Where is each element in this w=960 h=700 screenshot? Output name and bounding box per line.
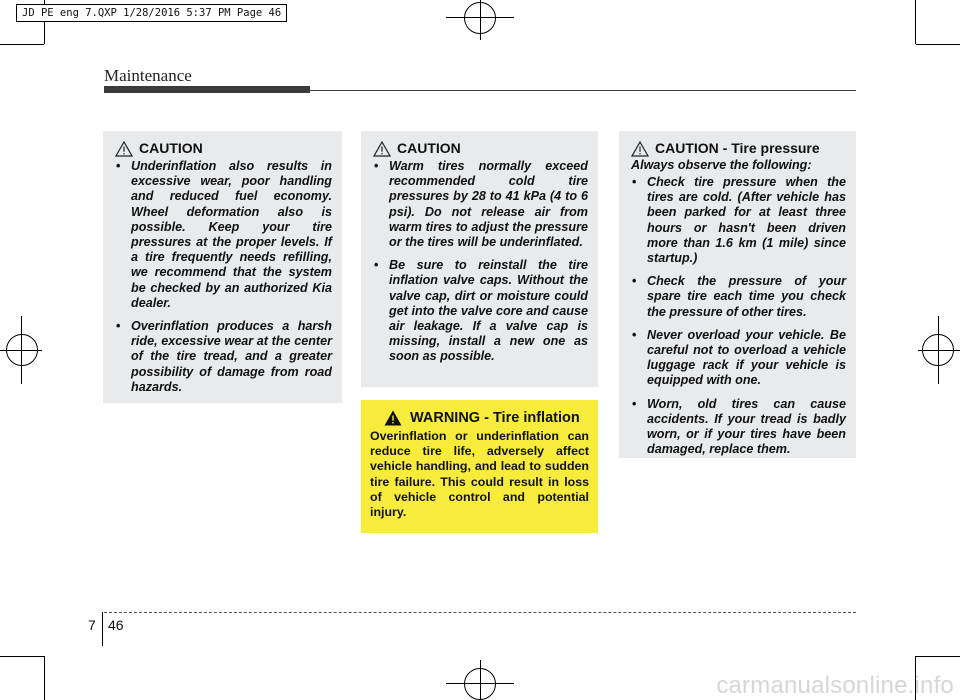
crop-mark <box>44 656 45 700</box>
caution-box-middle <box>361 131 598 387</box>
list-item: • Underinflation also results in excessive wear, poor handling and reduced fuel economy. Wheel deformation also is possible. Keep your tire pressures at the proper levels. If a tire frequently needs refilling, we recommend that the system be checked by an authorized Kia dealer. <box>116 159 332 310</box>
crop-mark <box>915 0 916 44</box>
warning-box <box>361 400 598 533</box>
warning-triangle-icon <box>373 141 391 157</box>
list-item: • Warm tires normally exceed recommended cold tire pressures by 28 to 41 kPa (4 to 6 psi). Do not release air from warm tires to adjust the pressure or the tires will be underinflated. <box>374 159 588 250</box>
list-item: • Be sure to reinstall the tire inflation valve caps. Without the valve cap, dirt or moisture could get into the valve core and cause air leakage. If a valve cap is missing, install a new one as soon as possible. <box>374 258 588 364</box>
section-title: Maintenance <box>104 66 192 85</box>
crop-mark <box>916 656 960 657</box>
caution-title <box>115 140 332 157</box>
page-number: 46 <box>108 617 124 633</box>
warning-triangle-icon <box>384 410 402 426</box>
caution-list <box>631 175 846 457</box>
title-bar <box>104 86 310 93</box>
footer-rule <box>104 612 856 613</box>
list-item: • Never overload your vehicle. Be careful not to overload a vehicle luggage rack if your vehicle is equipped with one. <box>632 327 846 388</box>
caution-intro: Always observe the following: <box>631 158 812 172</box>
warning-body: Overinflation or underinflation can reduce tire life, adversely affect vehicle handling, and lead to sudden tire failure. This could result in loss of vehicle control and potential injury. <box>370 429 589 520</box>
warning-title <box>384 409 589 427</box>
caution-box-left <box>103 131 342 403</box>
warning-triangle-icon <box>631 141 649 157</box>
list-item: • Check the pressure of your spare tire each time you check the pressure of other tires. <box>632 274 846 319</box>
caution-title-text: CAUTION <box>397 140 461 156</box>
crop-mark <box>916 44 960 45</box>
crop-mark <box>0 656 44 657</box>
caution-title <box>631 140 846 157</box>
title-rule <box>310 90 856 91</box>
caution-title-text: CAUTION <box>139 140 203 156</box>
print-slug-header: JD PE eng 7.QXP 1/28/2016 5:37 PM Page 46 <box>16 4 287 22</box>
caution-list <box>373 159 588 365</box>
warning-title-text: WARNING - Tire inflation <box>410 410 580 426</box>
watermark[interactable]: carmanualsonline.info <box>716 672 954 699</box>
list-item: • Check tire pressure when the tires are cold. (After vehicle has been parked for at least three hours or hasn't been driven more than 1.6 km (1 mile) since startup.) <box>632 175 846 266</box>
list-item: • Overinflation produces a harsh ride, excessive wear at the center of the tire tread, and a greater possibility of damage from road hazards. <box>116 319 332 394</box>
warning-triangle-icon <box>115 141 133 157</box>
list-item: • Worn, old tires can cause accidents. If your tread is badly worn, or if your tires have been damaged, replace them. <box>632 396 846 457</box>
chapter-number: 7 <box>88 617 96 633</box>
caution-title <box>373 140 588 157</box>
caution-box-right <box>619 131 856 458</box>
page-divider <box>102 612 103 646</box>
caution-title-text: CAUTION - Tire pressure <box>655 140 820 156</box>
crop-mark <box>0 44 44 45</box>
caution-list <box>115 159 332 395</box>
